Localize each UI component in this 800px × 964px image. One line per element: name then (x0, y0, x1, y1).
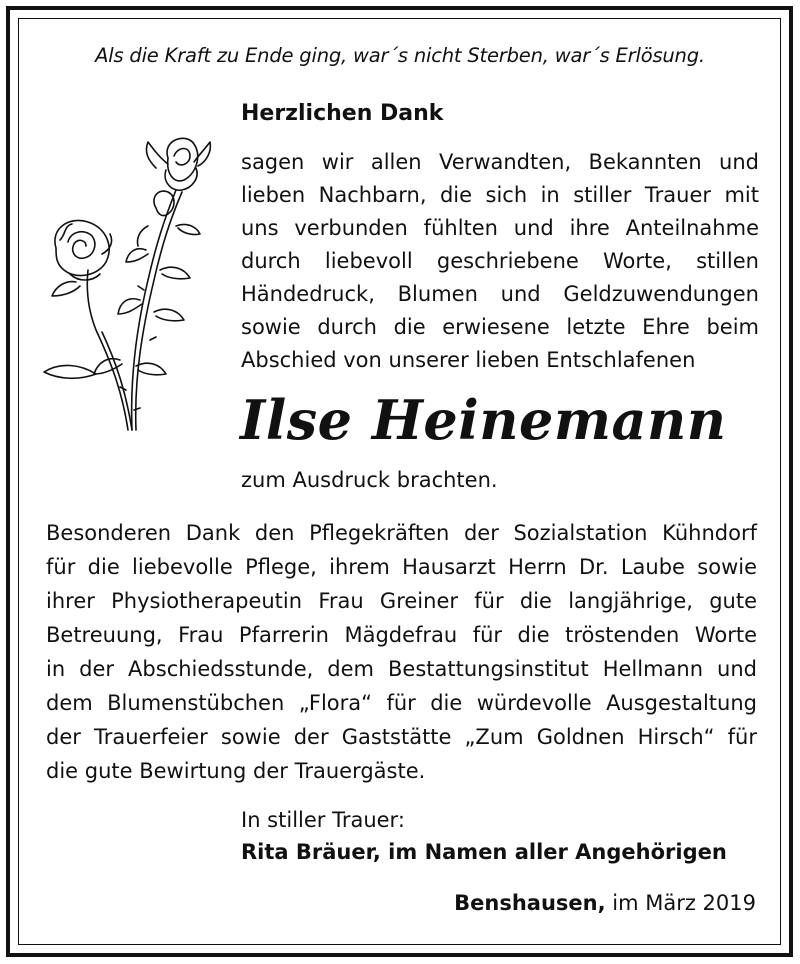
paragraph-line: in der Abschiedsstunde, dem Bestattungsinstitut Hellmann und (46, 657, 757, 681)
place-name: Benshausen, (454, 891, 606, 915)
paragraph-line: uns verbunden fühlten und ihre Anteilnahme (241, 216, 759, 240)
paragraph-line: ihrer Physiotherapeutin Frau Greiner für die langjährige, gute (46, 589, 757, 613)
special-thanks-paragraph (46, 516, 757, 788)
heading-thanks: Herzlichen Dank (241, 101, 444, 126)
deceased-name: Ilse Heinemann (240, 388, 727, 452)
date-text: im März 2019 (605, 891, 756, 915)
paragraph-line: Abschied von unserer lieben Entschlafenen (241, 348, 696, 372)
place-date (454, 891, 756, 915)
paragraph-line: durch liebevoll geschriebene Worte, stillen (241, 249, 759, 273)
paragraph-line: sagen wir allen Verwandten, Bekannten und (241, 150, 759, 174)
paragraph-line: lieben Nachbarn, die sich in stiller Trauer mit (241, 183, 759, 207)
motto-quote: Als die Kraft zu Ende ging, war´s nicht Sterben, war´s Erlösung. (95, 44, 705, 67)
thanks-paragraph (241, 146, 759, 377)
paragraph-line: dem Blumenstübchen „Flora“ für die würdevolle Ausgestaltung (46, 691, 757, 715)
rose-illustration-icon (36, 130, 216, 440)
paragraph-line: sowie durch die erwiesene letzte Ehre beim (241, 315, 759, 339)
paragraph-line: für die liebevolle Pflege, ihrem Hausarzt Herrn Dr. Laube sowie (46, 555, 757, 579)
paragraph-line: Betreuung, Frau Pfarrerin Mägdefrau für die tröstenden Worte (46, 623, 757, 647)
paragraph-line: der Trauerfeier sowie der Gaststätte „Zum Goldnen Hirsch“ für (46, 725, 757, 749)
paragraph-line: die gute Bewirtung der Trauergäste. (46, 759, 426, 783)
after-name-text: zum Ausdruck brachten. (241, 468, 498, 492)
mourning-label: In stiller Trauer: (241, 808, 405, 832)
paragraph-line: Händedruck, Blumen und Geldzuwendungen (241, 282, 759, 306)
signer-name: Rita Bräuer, im Namen aller Angehörigen (241, 840, 727, 864)
paragraph-line: Besonderen Dank den Pflegekräften der Sozialstation Kühndorf (46, 521, 757, 545)
